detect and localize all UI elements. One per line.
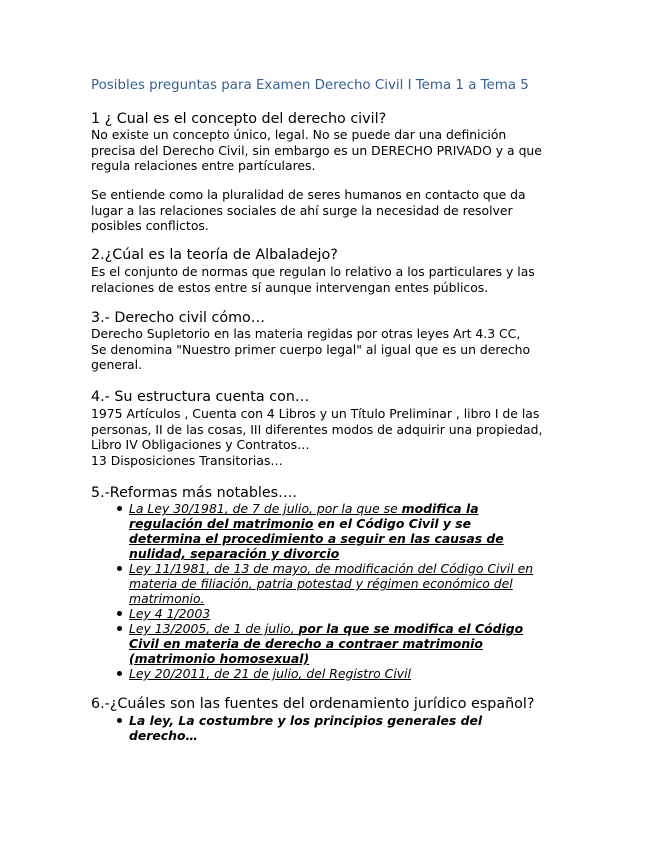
list-item <box>91 606 571 621</box>
link-text[interactable]: materia de filiación, patria potestad y régimen económico del <box>129 576 513 591</box>
question-5-heading: 5.-Reformas más notables…. <box>91 485 297 501</box>
text-line: Es el conjunto de normas que regulan lo relativo a los particulares y las <box>91 264 535 279</box>
question-3-heading: 3.- Derecho civil cómo… <box>91 310 266 326</box>
link-text[interactable]: matrimonio. <box>129 591 205 606</box>
emphasis-text: derecho… <box>129 728 198 743</box>
link-text[interactable]: Civil en materia de derecho a contraer matrimonio <box>129 636 483 651</box>
link-text[interactable]: Ley 20/2011, de 21 de julio, del Registro Civil <box>129 666 411 681</box>
text-line: general. <box>91 357 143 372</box>
text-line: Se denomina "Nuestro primer cuerpo legal" al igual que es un derecho <box>91 341 531 357</box>
link-text[interactable]: Ley 13/2005, de 1 de julio, <box>129 621 299 636</box>
question-6-heading: 6.-¿Cuáles son las fuentes del ordenamiento jurídico español? <box>91 696 535 712</box>
text-line: 13 Disposiciones Transitorias… <box>91 452 283 468</box>
question-1-paragraph-1 <box>91 127 571 174</box>
list-item <box>91 501 571 561</box>
link-text[interactable]: La Ley 30/1981, de 7 de julio, por la que se <box>129 501 402 516</box>
list-item <box>91 561 571 606</box>
link-text[interactable]: Ley 11/1981, de 13 de mayo, de modificación del Código Civil en <box>129 561 534 576</box>
document-title: Posibles preguntas para Examen Derecho Civil I Tema 1 a Tema 5 <box>91 78 529 93</box>
text-line: lugar a las relaciones sociales de ahí surge la necesidad de resolver <box>91 202 513 218</box>
question-2-heading: 2.¿Cúal es la teoría de Albaladejo? <box>91 247 338 263</box>
link-text[interactable]: nulidad, separación y divorcio <box>129 546 340 561</box>
list-item <box>91 713 571 743</box>
text-line: Derecho Supletorio en las materia regidas por otras leyes Art 4.3 CC, <box>91 326 521 341</box>
text-line: Libro IV Obligaciones y Contratos… <box>91 437 310 452</box>
text-line: Se entiende como la pluralidad de seres humanos en contacto que da <box>91 187 526 202</box>
question-3-paragraph <box>91 326 571 373</box>
list-item <box>91 666 571 681</box>
link-text[interactable]: (matrimonio homosexual) <box>129 651 310 666</box>
link-text[interactable]: modifica la <box>401 501 479 516</box>
link-text[interactable]: Ley 4 1/2003 <box>129 606 211 621</box>
link-text[interactable]: por la que se modifica el Código <box>298 621 524 636</box>
question-4-paragraph <box>91 406 571 468</box>
text-line: No existe un concepto único, legal. No se puede dar una definición <box>91 127 507 142</box>
sources-list <box>91 713 571 743</box>
text-line: precisa del Derecho Civil, sin embargo es un DERECHO PRIVADO y a que <box>91 142 542 158</box>
text-line: personas, II de las cosas, III diferentes modos de adquirir una propiedad, <box>91 421 543 437</box>
text-line: regula relaciones entre partículares. <box>91 158 316 173</box>
question-4-heading: 4.- Su estructura cuenta con… <box>91 389 310 405</box>
text-line: posibles conflictos. <box>91 218 209 233</box>
emphasis-text: en el Código Civil y se <box>313 516 472 531</box>
text-line: relaciones de estos entre sí aunque intervengan entes públicos. <box>91 279 489 295</box>
question-1-heading: 1 ¿ Cual es el concepto del derecho civil? <box>91 111 387 127</box>
link-text[interactable]: determina el procedimiento a seguir en las causas de <box>129 531 504 546</box>
text-line: 1975 Artículos , Cuenta con 4 Libros y un Título Preliminar , libro I de las <box>91 406 540 421</box>
emphasis-text: La ley, La costumbre y los principios generales del <box>129 713 483 728</box>
link-text[interactable]: regulación del matrimonio <box>129 516 314 531</box>
reforms-list <box>91 501 571 681</box>
question-1-paragraph-2 <box>91 187 571 234</box>
question-2-paragraph <box>91 264 571 295</box>
list-item <box>91 621 571 666</box>
